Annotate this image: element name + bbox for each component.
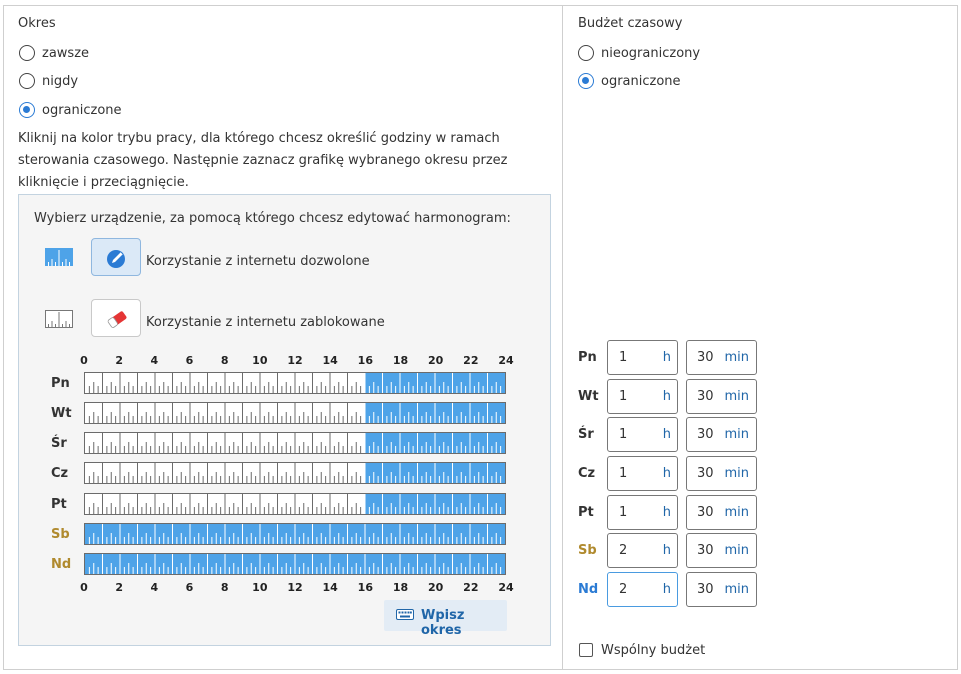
budget-hours-thursday[interactable]: 1 h bbox=[607, 456, 678, 491]
axis-top-label-6: 6 bbox=[185, 354, 194, 367]
axis-bottom-label-0: 0 bbox=[80, 581, 88, 594]
budget-hours-saturday[interactable]: 2 h bbox=[607, 533, 678, 568]
axis-top-label-2: 2 bbox=[115, 354, 123, 367]
shared-budget-checkbox[interactable] bbox=[579, 643, 593, 657]
eraser-icon bbox=[105, 307, 129, 331]
budget-minutes-thursday[interactable]: 30 min bbox=[686, 456, 757, 491]
budget-minutes-wednesday[interactable]: 30 min bbox=[686, 417, 757, 452]
allowed-pen-button[interactable] bbox=[91, 238, 141, 276]
budget-limited-label[interactable]: ograniczone bbox=[601, 74, 681, 89]
shared-budget-label[interactable]: Wspólny budżet bbox=[601, 643, 706, 658]
axis-bottom-label-22: 22 bbox=[463, 581, 479, 594]
blocked-legend-label: Korzystanie z internetu zablokowane bbox=[146, 315, 385, 330]
budget-unlimited-radio[interactable] bbox=[578, 45, 594, 61]
budget-day-thursday: Cz bbox=[578, 466, 596, 481]
period-limited-radio[interactable] bbox=[19, 102, 35, 118]
budget-day-monday: Pn bbox=[578, 350, 597, 365]
axis-top-label-10: 10 bbox=[252, 354, 268, 367]
period-title: Okres bbox=[18, 16, 56, 31]
axis-bottom-label-16: 16 bbox=[357, 581, 373, 594]
axis-bottom-label-20: 20 bbox=[428, 581, 444, 594]
axis-top-label-20: 20 bbox=[428, 354, 444, 367]
enter-period-label: Wpisz okres bbox=[421, 608, 465, 638]
schedule-track-thursday[interactable] bbox=[84, 462, 506, 484]
schedule-day-monday: Pn bbox=[51, 376, 70, 391]
axis-bottom-label-6: 6 bbox=[185, 581, 194, 594]
blocked-swatch-icon bbox=[45, 310, 73, 328]
schedule-day-tuesday: Wt bbox=[51, 406, 72, 421]
axis-top-label-0: 0 bbox=[80, 354, 88, 367]
axis-bottom-label-14: 14 bbox=[322, 581, 338, 594]
axis-bottom-label-12: 12 bbox=[287, 581, 303, 594]
keyboard-icon bbox=[396, 609, 414, 620]
period-never-label[interactable]: nigdy bbox=[42, 74, 79, 89]
budget-hours-sunday[interactable]: 2 h bbox=[607, 572, 678, 607]
budget-day-tuesday: Wt bbox=[578, 389, 599, 404]
axis-bottom-label-4: 4 bbox=[150, 581, 159, 594]
schedule-day-saturday: Sb bbox=[51, 527, 70, 542]
device-prompt: Wybierz urządzenie, za pomocą którego chcesz edytować harmonogram: bbox=[34, 211, 511, 226]
budget-day-saturday: Sb bbox=[578, 543, 597, 558]
allowed-legend-label: Korzystanie z internetu dozwolone bbox=[146, 254, 370, 269]
schedule-track-tuesday[interactable] bbox=[84, 402, 506, 424]
axis-bottom-label-2: 2 bbox=[115, 581, 123, 594]
axis-top-label-12: 12 bbox=[287, 354, 303, 367]
budget-day-sunday: Nd bbox=[578, 582, 599, 597]
budget-minutes-friday[interactable]: 30 min bbox=[686, 495, 757, 530]
axis-bottom-label-10: 10 bbox=[252, 581, 268, 594]
axis-top-label-16: 16 bbox=[357, 354, 373, 367]
schedule-track-wednesday[interactable] bbox=[84, 432, 506, 454]
budget-day-friday: Pt bbox=[578, 505, 594, 520]
period-always-label[interactable]: zawsze bbox=[42, 46, 90, 61]
budget-unlimited-label[interactable]: nieograniczony bbox=[601, 46, 701, 61]
period-always-radio[interactable] bbox=[19, 45, 35, 61]
budget-hours-tuesday[interactable]: 1 h bbox=[607, 379, 678, 414]
allowed-swatch-icon bbox=[45, 248, 73, 266]
schedule-day-friday: Pt bbox=[51, 497, 67, 512]
period-limited-label[interactable]: ograniczone bbox=[42, 103, 122, 118]
enter-period-button[interactable] bbox=[384, 600, 507, 638]
budget-hours-friday[interactable]: 1 h bbox=[607, 495, 678, 530]
axis-bottom-label-18: 18 bbox=[392, 581, 409, 594]
budget-minutes-sunday[interactable]: 30 min bbox=[686, 572, 757, 607]
schedule-day-wednesday: Śr bbox=[51, 436, 67, 451]
pen-icon bbox=[105, 246, 129, 270]
axis-bottom-label-24: 24 bbox=[498, 581, 514, 594]
column-divider bbox=[562, 5, 563, 670]
axis-top-label-22: 22 bbox=[463, 354, 479, 367]
period-never-radio[interactable] bbox=[19, 73, 35, 89]
budget-limited-radio[interactable] bbox=[578, 73, 594, 89]
period-instructions: Kliknij na kolor trybu pracy, dla którego chcesz określić godziny w ramach sterowania czasowego. Następnie zaznacz grafikę wybranego okresu przez kliknięcie i przeciągnięcie. bbox=[18, 131, 508, 190]
budget-minutes-saturday[interactable]: 30 min bbox=[686, 533, 757, 568]
axis-top-label-4: 4 bbox=[150, 354, 159, 367]
schedule-track-friday[interactable] bbox=[84, 493, 506, 515]
schedule-day-sunday: Nd bbox=[51, 557, 72, 572]
axis-bottom-label-8: 8 bbox=[220, 581, 229, 594]
schedule-track-monday[interactable] bbox=[84, 372, 506, 394]
budget-minutes-tuesday[interactable]: 30 min bbox=[686, 379, 757, 414]
budget-day-wednesday: Śr bbox=[578, 427, 594, 442]
axis-top-label-18: 18 bbox=[392, 354, 409, 367]
axis-top-label-8: 8 bbox=[220, 354, 229, 367]
schedule-day-thursday: Cz bbox=[51, 466, 69, 481]
budget-hours-monday[interactable]: 1 h bbox=[607, 340, 678, 375]
budget-title: Budżet czasowy bbox=[578, 16, 683, 31]
budget-hours-wednesday[interactable]: 1 h bbox=[607, 417, 678, 452]
axis-top-label-14: 14 bbox=[322, 354, 338, 367]
budget-minutes-monday[interactable]: 30 min bbox=[686, 340, 757, 375]
axis-top-label-24: 24 bbox=[498, 354, 514, 367]
schedule-track-saturday[interactable] bbox=[84, 523, 506, 545]
blocked-eraser-button[interactable] bbox=[91, 299, 141, 337]
schedule-track-sunday[interactable] bbox=[84, 553, 506, 575]
